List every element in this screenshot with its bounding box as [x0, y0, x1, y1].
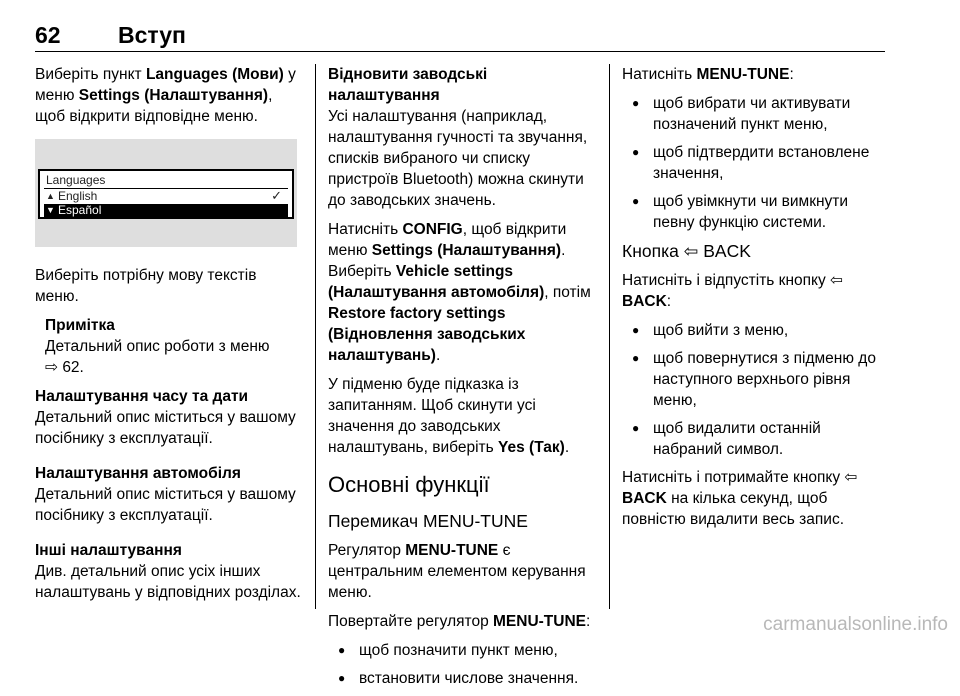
list-item: ● щоб вибрати чи активувати позначений пункт меню,	[622, 93, 887, 135]
note-block	[45, 315, 303, 378]
list-item: ● щоб повернутися з підменю до наступного верхнього рівня меню,	[622, 348, 887, 411]
note-title: Примітка	[45, 317, 115, 334]
back-arrow-icon: ⇦	[844, 469, 858, 486]
section-other	[35, 540, 303, 603]
section-time-date	[35, 386, 303, 449]
page-title: Вступ	[118, 22, 186, 48]
restore-heading: Відновити заводські налаштування	[328, 66, 488, 104]
sub-heading: Перемикач MENU-TUNE	[328, 511, 528, 531]
column-divider-1	[315, 64, 316, 609]
list-item: ● щоб позначити пункт меню,	[328, 640, 596, 661]
language-menu-screenshot	[35, 139, 297, 247]
page-number: 62	[35, 22, 61, 48]
menu-item-espanol: ▼ Español	[44, 204, 288, 217]
section-text: Див. детальний опис усіх інших налаштувань у відповідних розділах.	[35, 563, 301, 601]
press-paragraph: Натисніть MENU-TUNE:	[622, 66, 794, 83]
back-bullets	[622, 320, 887, 460]
language-menu	[38, 169, 294, 219]
config-paragraph: Натисніть CONFIG, щоб відкрити меню Settings (Налаштування). Виберіть Vehicle settings (Налаштування автомобіля), потім Restore factory settings (Відновлення заводських налаштувань).	[328, 221, 591, 364]
scroll-down-icon: ▼	[46, 205, 55, 215]
back-arrow-icon: ⇦	[830, 272, 844, 289]
arrow-right-icon: ⇨	[45, 359, 58, 376]
submenu-paragraph: У підменю буде підказка із запитанням. Щоб скинути усі значення до заводських налаштувань, виберіть Yes (Так).	[328, 376, 570, 456]
header-rule	[35, 51, 885, 52]
watermark: carmanualsonline.info	[763, 614, 948, 635]
back-hold-paragraph: Натисніть і потримайте кнопку ⇦ BACK на кілька секунд, щоб повністю видалити весь запис.	[622, 469, 858, 528]
section-vehicle	[35, 463, 303, 526]
press-bullets	[622, 93, 887, 233]
column-1	[35, 64, 303, 617]
turn-bullets	[328, 640, 596, 689]
list-item: ● щоб вийти з меню,	[622, 320, 887, 341]
list-item: ● встановити числове значення.	[328, 668, 596, 689]
main-heading: Основні функції	[328, 472, 490, 497]
section-heading: Налаштування автомобіля	[35, 465, 241, 482]
list-item: ● щоб увімкнути чи вимкнути певну функцію системи.	[622, 191, 887, 233]
note-text: Детальний опис роботи з меню ⇨ 62.	[45, 338, 270, 376]
section-text: Детальний опис міститься у вашому посібнику з експлуатації.	[35, 486, 296, 524]
column-3	[622, 64, 887, 538]
page-header	[35, 22, 885, 50]
restore-text: Усі налаштування (наприклад, налаштування гучності та звучання, списків вибраного чи списку пристроїв Bluetooth) можна скинути до заводських значень.	[328, 108, 588, 209]
section-heading: Інші налаштування	[35, 542, 182, 559]
column-2	[328, 64, 596, 696]
turn-knob-paragraph: Повертайте регулятор MENU-TUNE:	[328, 613, 591, 630]
menu-title: Languages	[46, 173, 106, 187]
column-divider-2	[609, 64, 610, 609]
list-item: ● щоб підтвердити встановлене значення,	[622, 142, 887, 184]
choose-language-text: Виберіть потрібну мову текстів меню.	[35, 267, 257, 305]
scroll-up-icon: ▲	[46, 191, 55, 201]
menu-tune-paragraph: Регулятор MENU-TUNE є центральним елементом керування меню.	[328, 542, 586, 601]
section-heading: Налаштування часу та дати	[35, 388, 249, 405]
back-arrow-icon: ⇦	[683, 241, 699, 261]
back-heading: Кнопка ⇦ BACK	[622, 241, 751, 261]
intro-paragraph: Виберіть пункт Languages (Мови) у меню Settings (Налаштування), щоб відкрити відповідне меню.	[35, 66, 296, 125]
section-text: Детальний опис міститься у вашому посібнику з експлуатації.	[35, 409, 296, 447]
back-press-paragraph: Натисніть і відпустіть кнопку ⇦ BACK:	[622, 272, 844, 310]
list-item: ● щоб видалити останній набраний символ.	[622, 418, 887, 460]
menu-item-english: ▲ English ✓	[46, 188, 282, 203]
checkmark-icon: ✓	[271, 188, 282, 203]
